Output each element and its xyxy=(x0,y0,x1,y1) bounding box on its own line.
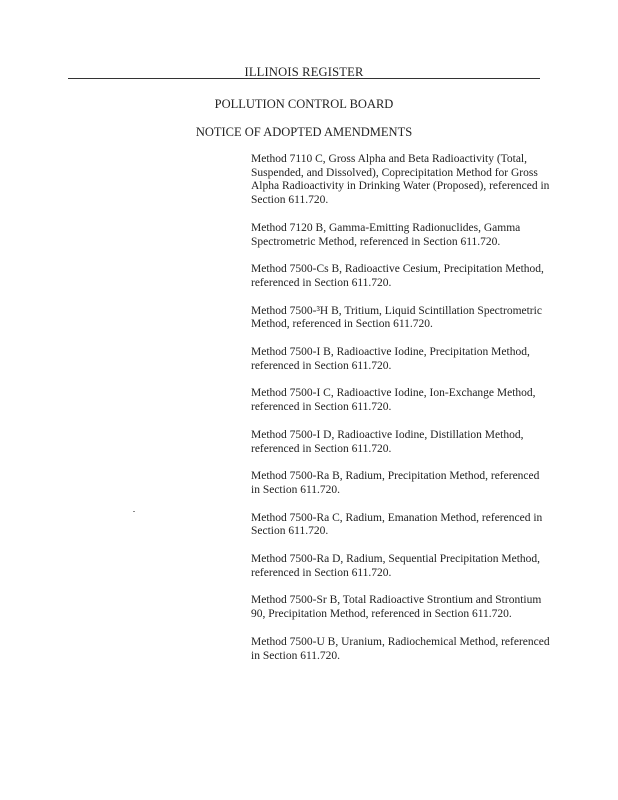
notice-title: NOTICE OF ADOPTED AMENDMENTS xyxy=(195,125,413,139)
register-title: ILLINOIS REGISTER xyxy=(244,65,364,79)
scan-speck xyxy=(133,511,135,512)
method-list xyxy=(251,153,551,677)
method-entry-7120b: Method 7120 B, Gamma-Emitting Radionuclides, Gamma Spectrometric Method, referenced in Section 611.720. xyxy=(251,221,521,248)
method-entry-7500-i-b: Method 7500-I B, Radioactive Iodine, Precipitation Method, referenced in Section 611.720. xyxy=(251,346,530,372)
method-entry-7500-i-d: Method 7500-I D, Radioactive Iodine, Distillation Method, referenced in Section 611.720. xyxy=(251,428,524,455)
method-entry-7500-sr-b: Method 7500-Sr B, Total Radioactive Strontium and Strontium 90, Precipitation Method, referenced in Section 611.720. xyxy=(251,594,542,621)
method-entry-7500-ra-b: Method 7500-Ra B, Radium, Precipitation Method, referenced in Section 611.720. xyxy=(251,470,540,496)
method-entry-7500-ra-c: Method 7500-Ra C, Radium, Emanation Method, referenced in Section 611.720. xyxy=(251,511,543,538)
method-entry-7500-ra-d: Method 7500-Ra D, Radium, Sequential Precipitation Method, referenced in Section 611.720. xyxy=(251,553,541,579)
board-name: POLLUTION CONTROL BOARD xyxy=(214,97,394,111)
header-rule xyxy=(68,78,540,79)
method-entry-7500-i-c: Method 7500-I C, Radioactive Iodine, Ion-Exchange Method, referenced in Section 611.720. xyxy=(251,387,536,414)
method-entry-7500-u-b: Method 7500-U B, Uranium, Radiochemical Method, referenced in Section 611.720. xyxy=(251,635,550,662)
method-entry-7500-cs-b: Method 7500-Cs B, Radioactive Cesium, Precipitation Method, referenced in Section 611.720. xyxy=(251,263,544,289)
method-entry-7500-3h-b: Method 7500-³H B, Tritium, Liquid Scintillation Spectrometric Method, referenced in Section 611.720. xyxy=(251,304,542,331)
method-entry-7110c: Method 7110 C, Gross Alpha and Beta Radioactivity (Total, Suspended, and Dissolved), Coprecipitation Method for Gross Alpha Radioactivity in Drinking Water (Proposed), referenced in Section 611.720. xyxy=(251,153,550,207)
